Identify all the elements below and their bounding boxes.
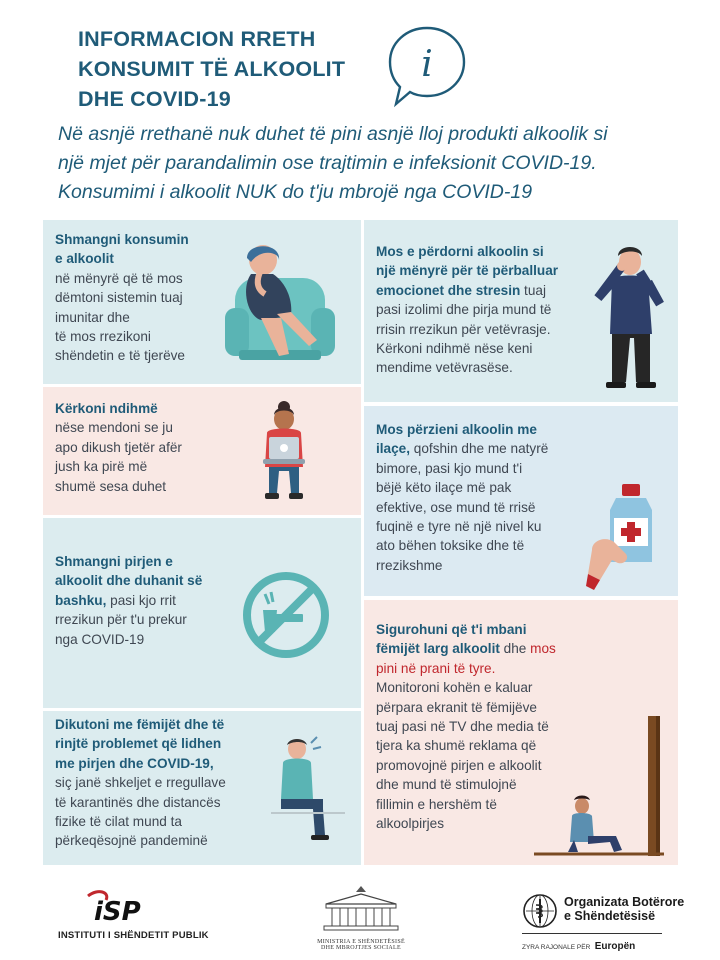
card-text [55, 552, 255, 649]
card-line: përkeqësojnë pandeminë [55, 833, 208, 849]
card-line: apo dikush tjetër afër [55, 439, 182, 455]
who-emblem-icon [522, 893, 558, 929]
card-line: tjera ka shumë reklama që [376, 738, 537, 754]
card-line: jush ka pirë më [55, 459, 148, 475]
intro-statement [58, 120, 698, 207]
card-line: efektive, ose mund të rrisë [376, 499, 536, 515]
intro-line: Në asnjë rrethanë nuk duhet të pini asnjë lloj produkti alkoolik si [58, 123, 608, 145]
stressed-man-illustration [590, 242, 674, 392]
card-text [55, 399, 255, 496]
ministry-building-icon [316, 884, 406, 934]
title-line: DHE COVID-19 [78, 87, 231, 111]
card-alcohol-tobacco [43, 518, 361, 708]
card-heading: Shmangni konsumin [55, 232, 189, 247]
title-line: INFORMACION RRETH [78, 27, 316, 51]
card-children-away [364, 600, 678, 865]
card-line: fillimin e hershëm të [376, 796, 497, 812]
card-line: të karantinës dhe distancës [55, 794, 221, 810]
card-heading: Sigurohuni që t'i mbani [376, 622, 527, 637]
card-line: të mos rrezikoni [55, 329, 151, 345]
card-line: shumë sesa duhet [55, 478, 167, 494]
card-warning-text: mos [530, 641, 556, 657]
isp-logo [58, 890, 208, 950]
who-name-line: e Shëndetësisë [564, 909, 656, 923]
card-alcohol-medication [364, 406, 678, 596]
isp-mark-text: iSP [94, 897, 141, 924]
woman-with-laptop-illustration [249, 397, 319, 509]
card-line: bëjë këto ilaçe më pak [376, 480, 512, 496]
card-line: mendime vetëvrasëse. [376, 360, 513, 376]
info-glyph: i [421, 44, 433, 85]
title-line: KONSUMIT TË ALKOOLIT [78, 57, 346, 81]
card-text [376, 420, 616, 575]
ministry-line: MINISTRIA E SHËNDETËSISË [317, 939, 405, 945]
who-region: Europën [594, 941, 636, 952]
card-line: rrisin rrezikun për vetëvrasje. [376, 321, 551, 337]
info-speech-bubble-icon [384, 24, 470, 108]
card-heading: alkoolit dhe duhanit së [55, 573, 203, 589]
card-line: nga COVID-19 [55, 631, 145, 647]
card-line: shëndetin e të tjerëve [55, 348, 185, 364]
card-line: promovojnë pirjen e alkoolit [376, 757, 542, 773]
who-name [564, 895, 684, 923]
card-heading: bashku, [55, 592, 107, 608]
isp-name: INSTITUTI I SHËNDETIT PUBLIK [58, 930, 209, 941]
card-line: Monitoroni kohën e kaluar [376, 680, 533, 696]
child-watching-tv-illustration [524, 710, 674, 860]
card-heading: rinjtë problemet që lidhen [55, 736, 222, 752]
card-text [376, 242, 606, 378]
card-heading: Kërkoni ndihmë [55, 401, 158, 416]
card-line: nëse mendoni se ju [55, 420, 173, 436]
card-line: qofshin dhe me natyrë [410, 441, 549, 457]
page-title [78, 24, 378, 114]
card-line: rrezikshme [376, 557, 443, 573]
intro-line: një mjet për parandalimin ose trajtimin e infeksionit COVID-19. [58, 152, 597, 174]
card-avoid-alcohol [43, 220, 361, 384]
card-line: fizike të cilat mund ta [55, 814, 182, 830]
card-heading: Mos e përdorni alkoolin si [376, 244, 544, 259]
card-line: fuqinë e tyre në një nivel ku [376, 519, 542, 535]
who-logo [522, 893, 702, 953]
card-line: dhe [499, 641, 531, 657]
card-line: në mënyrë që të mos [55, 270, 183, 286]
card-heading: Dikutoni me fëmijët dhe të [55, 717, 225, 732]
card-emotions-stress [364, 220, 678, 402]
card-heading: Shmangni pirjen e [55, 554, 173, 569]
card-line: ato bëhen toksike dhe të [376, 538, 525, 554]
card-heading: ilaçe, [376, 441, 411, 457]
isp-mark-icon [84, 890, 176, 924]
card-line: bimore, pasi kjo mund t'i [376, 460, 523, 476]
card-talk-children [43, 711, 361, 865]
card-line: siç janë shkeljet e rregullave [55, 775, 226, 791]
card-line: dhe mund të stimulojnë [376, 777, 517, 793]
who-name-line: Organizata Botërore [564, 895, 685, 909]
card-warning-text: pini në prani të tyre. [376, 660, 496, 676]
ministry-line: DHE MBROJTJES SOCIALE [321, 945, 401, 951]
card-heading: fëmijët larg alkoolit [376, 641, 500, 657]
card-line: përpara ekranit të fëmijëve [376, 699, 537, 715]
intro-line: Konsumimi i alkoolit NUK do t'ju mbrojë nga COVID-19 [58, 181, 533, 203]
ministry-name [316, 939, 406, 951]
hand-holding-medicine-bottle-illustration [586, 480, 676, 590]
card-line: pasi izolimi dhe pirja mund të [376, 302, 552, 318]
card-line: alkoolpirjes [376, 816, 445, 832]
who-region-block [522, 936, 635, 954]
card-seek-help [43, 387, 361, 515]
card-line: tuaj [520, 282, 546, 298]
card-line: tuaj pasi në TV dhe media të [376, 719, 549, 735]
who-sub: ZYRA RAJONALE PËR [522, 944, 591, 951]
woman-on-armchair-illustration [221, 238, 339, 378]
card-heading: emocionet dhe stresin [376, 282, 521, 298]
card-text [55, 715, 295, 851]
card-line: rrezikun për t'u prekur [55, 612, 187, 628]
card-heading: një mënyrë për të përballuar [376, 263, 559, 279]
card-heading: e alkoolit [55, 251, 114, 267]
card-heading: me pirjen dhe COVID-19, [55, 755, 214, 771]
card-line: pasi kjo rrit [106, 592, 176, 608]
ministry-logo [316, 884, 406, 956]
card-line: dëmtoni sistemin tuaj [55, 290, 183, 306]
card-heading: Mos përzieni alkoolin me [376, 422, 537, 437]
who-divider [522, 933, 662, 934]
card-line: imunitar dhe [55, 309, 130, 325]
card-line: Kërkoni ndihmë nëse keni [376, 341, 533, 357]
no-smoking-drinking-icon [241, 570, 331, 660]
worried-man-sitting-illustration [267, 735, 357, 845]
